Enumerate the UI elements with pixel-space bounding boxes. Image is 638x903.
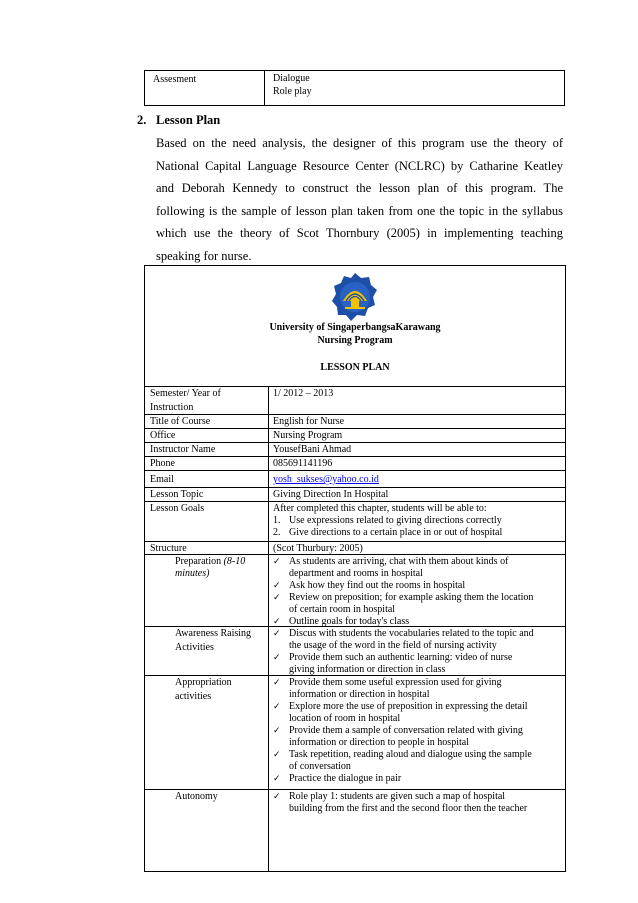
topic-row	[145, 487, 565, 502]
preparation-label	[175, 556, 245, 580]
list-item	[273, 701, 561, 725]
awareness-row	[145, 626, 565, 676]
item-text: Provide them some useful expression used for giving	[289, 677, 502, 688]
list-item	[273, 556, 561, 580]
label-line: activities	[175, 691, 212, 702]
email-link[interactable]	[273, 474, 561, 486]
office-value: Nursing Program	[273, 430, 343, 441]
label-line	[175, 556, 245, 568]
item-text: Review on preposition; for example asking them the location	[289, 592, 534, 603]
checkmark-icon: ✓	[273, 774, 281, 784]
checkmark-icon: ✓	[273, 678, 281, 688]
label-line: Instruction	[150, 402, 194, 413]
label-duration: (8-10	[223, 556, 246, 567]
label-line: minutes)	[175, 568, 210, 579]
item-text: Practice the dialogue in pair	[289, 773, 402, 784]
paragraph-line: which use the theory of Scot Thornbury (2005) in implementing teaching	[156, 226, 563, 241]
checkmark-icon: ✓	[273, 557, 281, 567]
assessment-table	[144, 70, 565, 106]
checkmark-icon: ✓	[273, 750, 281, 760]
item-text: of certain room in hospital	[289, 604, 396, 615]
email-link-text[interactable]: yosh_sukses@yahoo.co.id	[273, 474, 379, 485]
item-text: the usage of the word in the field of nursing activity	[289, 640, 497, 651]
assessment-label-cell	[145, 71, 265, 105]
item-text: location of room in hospital	[289, 713, 401, 724]
email-row	[145, 470, 565, 488]
course-value: English for Nurse	[273, 416, 345, 427]
checkmark-icon: ✓	[273, 617, 281, 627]
topic-label: Lesson Topic	[150, 489, 204, 500]
item-text: Explore more the use of preposition in expressing the detail	[289, 701, 528, 712]
list-item	[273, 580, 561, 592]
paragraph-line: National Capital Language Resource Center (NCLRC) by Catharine Keatley	[156, 158, 563, 173]
course-row	[145, 414, 565, 429]
instructor-row	[145, 442, 565, 457]
list-item	[273, 773, 561, 785]
item-text: As students are arriving, chat with them about kinds of	[289, 556, 509, 567]
semester-label	[150, 388, 221, 414]
appropriation-label	[175, 677, 232, 703]
assessment-value-cell	[265, 71, 564, 105]
goals-value	[273, 503, 561, 539]
instructor-label: Instructor Name	[150, 444, 216, 455]
list-item	[273, 592, 561, 616]
email-label: Email	[150, 474, 174, 485]
paragraph-line: following is the sample of lesson plan taken from one the topic in the syllabus	[156, 203, 563, 218]
paragraph-line: and Deborah Kennedy to construct the lesson plan of this program. The	[156, 181, 563, 196]
preparation-list	[273, 556, 561, 628]
checkmark-icon: ✓	[273, 792, 281, 802]
body-paragraph	[156, 132, 563, 268]
paragraph-line: Based on the need analysis, the designer of this program use the theory of	[156, 136, 563, 150]
goal-item	[273, 515, 561, 527]
list-item	[273, 725, 561, 749]
goal-text: Give directions to a certain place in or out of hospital	[289, 527, 503, 538]
autonomy-list	[273, 791, 561, 815]
paragraph-line: speaking for nurse.	[156, 248, 252, 263]
autonomy-label: Autonomy	[175, 791, 218, 802]
checkmark-icon: ✓	[273, 726, 281, 736]
university-name: University of SingaperbangsaKarawang	[269, 322, 441, 333]
semester-value: 1/ 2012 – 2013	[273, 388, 334, 399]
item-text: building from the first and the second floor then the teacher	[289, 803, 528, 814]
checkmark-icon: ✓	[273, 593, 281, 603]
preparation-row	[145, 554, 565, 627]
awareness-label	[175, 628, 251, 654]
list-item	[273, 652, 561, 676]
label-word: Preparation	[175, 556, 224, 567]
section-title: Lesson Plan	[156, 113, 221, 127]
assessment-value: Dialogue	[273, 73, 310, 84]
phone-row	[145, 456, 565, 471]
appropriation-list	[273, 677, 561, 785]
item-text: of conversation	[289, 761, 351, 772]
item-text: Task repetition, reading aloud and dialogue using the sample	[289, 749, 532, 760]
program-name: Nursing Program	[317, 335, 393, 346]
label-line: Semester/ Year of	[150, 388, 221, 399]
course-label: Title of Course	[150, 416, 211, 427]
office-row	[145, 428, 565, 443]
appropriation-row	[145, 675, 565, 790]
item-text: Provide them a sample of conversation related with giving	[289, 725, 523, 736]
structure-value: (Scot Thurbury: 2005)	[273, 543, 363, 554]
office-label: Office	[150, 430, 176, 441]
item-text: Provide them such an authentic learning: video of nurse	[289, 652, 513, 663]
item-text: information or direction in hospital	[289, 689, 430, 700]
label-line: Appropriation	[175, 677, 232, 688]
lesson-plan-heading: LESSON PLAN	[320, 362, 390, 373]
structure-row	[145, 541, 565, 555]
checkmark-icon: ✓	[273, 629, 281, 639]
checkmark-icon: ✓	[273, 653, 281, 663]
university-logo-icon	[331, 271, 379, 323]
list-item	[273, 791, 561, 815]
list-item	[273, 749, 561, 773]
item-text: information or direction to people in hospital	[289, 737, 469, 748]
item-text: Role play 1: students are given such a map of hospital	[289, 791, 506, 802]
goal-item	[273, 527, 561, 539]
checkmark-icon: ✓	[273, 702, 281, 712]
structure-label: Structure	[150, 543, 187, 554]
lesson-plan-table	[144, 265, 566, 872]
item-text: Ask how they find out the rooms in hospital	[289, 580, 466, 591]
topic-value: Giving Direction In Hospital	[273, 489, 389, 500]
phone-value: 085691141196	[273, 458, 333, 469]
goal-text: Use expressions related to giving directions correctly	[289, 515, 502, 526]
goal-number: 1.	[273, 515, 281, 526]
semester-row	[145, 386, 565, 415]
label-line: Awareness Raising	[175, 628, 252, 639]
autonomy-row	[145, 789, 565, 872]
assessment-value: Role play	[273, 86, 312, 97]
assessment-label: Assesment	[153, 74, 197, 85]
goal-number: 2.	[273, 527, 281, 538]
instructor-value: YousefBani Ahmad	[273, 444, 352, 455]
item-text: Outline goals for today's class	[289, 616, 410, 627]
item-text: Discus with students the vocabularies related to the topic and	[289, 628, 534, 639]
section-number: 2.	[137, 113, 147, 127]
list-item	[273, 677, 561, 701]
awareness-list	[273, 628, 561, 676]
goals-intro: After completed this chapter, students will be able to:	[273, 503, 487, 514]
label-line: Activities	[175, 642, 214, 653]
checkmark-icon: ✓	[273, 581, 281, 591]
phone-label: Phone	[150, 458, 175, 469]
item-text: department and rooms in hospital	[289, 568, 423, 579]
list-item	[273, 628, 561, 652]
item-text: giving information or direction in class	[289, 664, 446, 675]
goals-label: Lesson Goals	[150, 503, 205, 514]
goals-row	[145, 501, 565, 542]
